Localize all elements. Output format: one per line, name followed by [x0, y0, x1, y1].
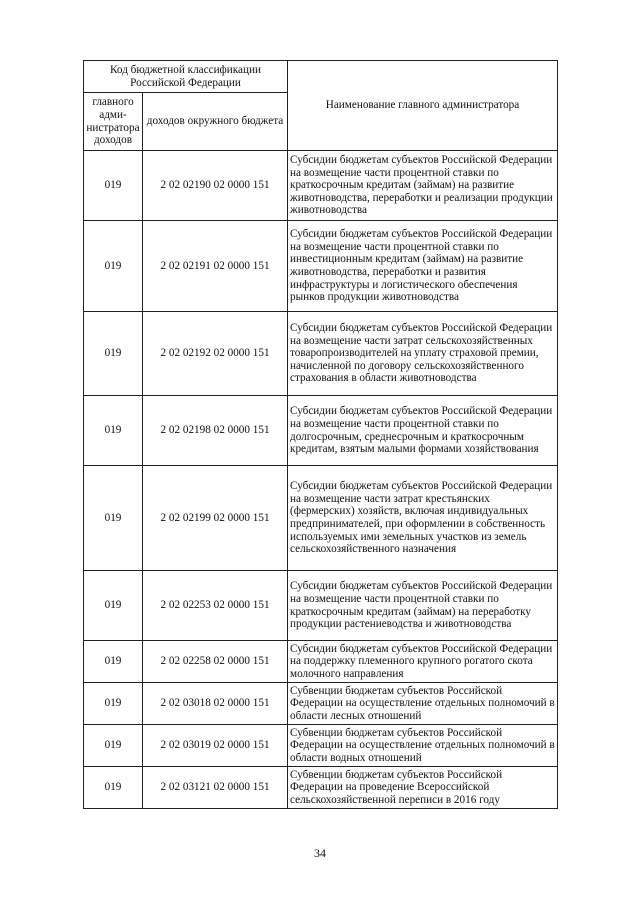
table-body — [84, 151, 558, 809]
income-name-cell: Субсидии бюджетам субъектов Российской Федерации на возмещение части затрат крестьянских (фермерских) хозяйств, включая индивидуальных предпринимателей, при оформлении в собственность используемых ими земельных участков из земель сельскохозяйственного назначения — [288, 466, 558, 571]
income-code-cell: 2 02 02253 02 0000 151 — [143, 571, 288, 641]
page-number: 34 — [314, 846, 326, 860]
admin-code-cell: 019 — [84, 725, 143, 767]
admin-code-cell: 019 — [84, 151, 143, 221]
admin-code-cell: 019 — [84, 683, 143, 725]
table-row — [84, 571, 558, 641]
admin-code-cell: 019 — [84, 571, 143, 641]
income-name-cell: Субсидии бюджетам субъектов Российской Федерации на возмещение части процентной ставки по долгосрочным, среднесрочным и краткосрочным кредитам, взятым малыми формами хозяйствования — [288, 396, 558, 466]
table-row — [84, 396, 558, 466]
income-code-cell: 2 02 03121 02 0000 151 — [143, 767, 288, 809]
budget-classification-table — [83, 60, 558, 809]
table-row — [84, 151, 558, 221]
income-code-cell: 2 02 02258 02 0000 151 — [143, 641, 288, 683]
header-administrator-name: Наименование главного администратора — [288, 61, 558, 151]
admin-code-cell: 019 — [84, 221, 143, 312]
income-code-cell: 2 02 02192 02 0000 151 — [143, 312, 288, 396]
admin-code-cell: 019 — [84, 396, 143, 466]
income-code-cell: 2 02 02190 02 0000 151 — [143, 151, 288, 221]
header-district-budget-income: доходов окружного бюджета — [143, 93, 288, 151]
admin-code-cell: 019 — [84, 767, 143, 809]
table-row — [84, 466, 558, 571]
table-row — [84, 767, 558, 809]
header-main-administrator: главного адми-нистратора доходов — [84, 93, 143, 151]
income-name-cell: Субсидии бюджетам субъектов Российской Федерации на возмещение части процентной ставки по краткосрочным кредитам (займам) на развитие животноводства, переработки и реализации продукции животноводства — [288, 151, 558, 221]
income-code-cell: 2 02 03019 02 0000 151 — [143, 725, 288, 767]
table-row — [84, 725, 558, 767]
income-code-cell: 2 02 02199 02 0000 151 — [143, 466, 288, 571]
income-name-cell: Субсидии бюджетам субъектов Российской Федерации на поддержку племенного крупного рогатого скота молочного направления — [288, 641, 558, 683]
table-row — [84, 683, 558, 725]
income-code-cell: 2 02 03018 02 0000 151 — [143, 683, 288, 725]
table-row — [84, 312, 558, 396]
income-name-cell: Субсидии бюджетам субъектов Российской Федерации на возмещение части процентной ставки по инвестиционным кредитам (займам) на развитие животноводства, переработки и развития инфраструктуры и логистического обеспечения рынков продукции животноводства — [288, 221, 558, 312]
admin-code-cell: 019 — [84, 312, 143, 396]
admin-code-cell: 019 — [84, 641, 143, 683]
income-code-cell: 2 02 02198 02 0000 151 — [143, 396, 288, 466]
income-name-cell: Субвенции бюджетам субъектов Российской Федерации на осуществление отдельных полномочий в области водных отношений — [288, 725, 558, 767]
income-name-cell: Субсидии бюджетам субъектов Российской Федерации на возмещение части процентной ставки по краткосрочным кредитам (займам) на переработку продукции растениеводства и животноводства — [288, 571, 558, 641]
table-row — [84, 641, 558, 683]
header-budget-classification-code: Код бюджетной классификации Российской Федерации — [84, 61, 288, 93]
income-name-cell: Субвенции бюджетам субъектов Российской Федерации на осуществление отдельных полномочий в области лесных отношений — [288, 683, 558, 725]
income-name-cell: Субвенции бюджетам субъектов Российской Федерации на проведение Всероссийской сельскохозяйственной переписи в 2016 году — [288, 767, 558, 809]
table-row — [84, 221, 558, 312]
income-code-cell: 2 02 02191 02 0000 151 — [143, 221, 288, 312]
admin-code-cell: 019 — [84, 466, 143, 571]
income-name-cell: Субсидии бюджетам субъектов Российской Федерации на возмещение части затрат сельскохозяйственных товаропроизводителей на уплату страховой премии, начисленной по договору сельскохозяйственного страхования в области животноводства — [288, 312, 558, 396]
